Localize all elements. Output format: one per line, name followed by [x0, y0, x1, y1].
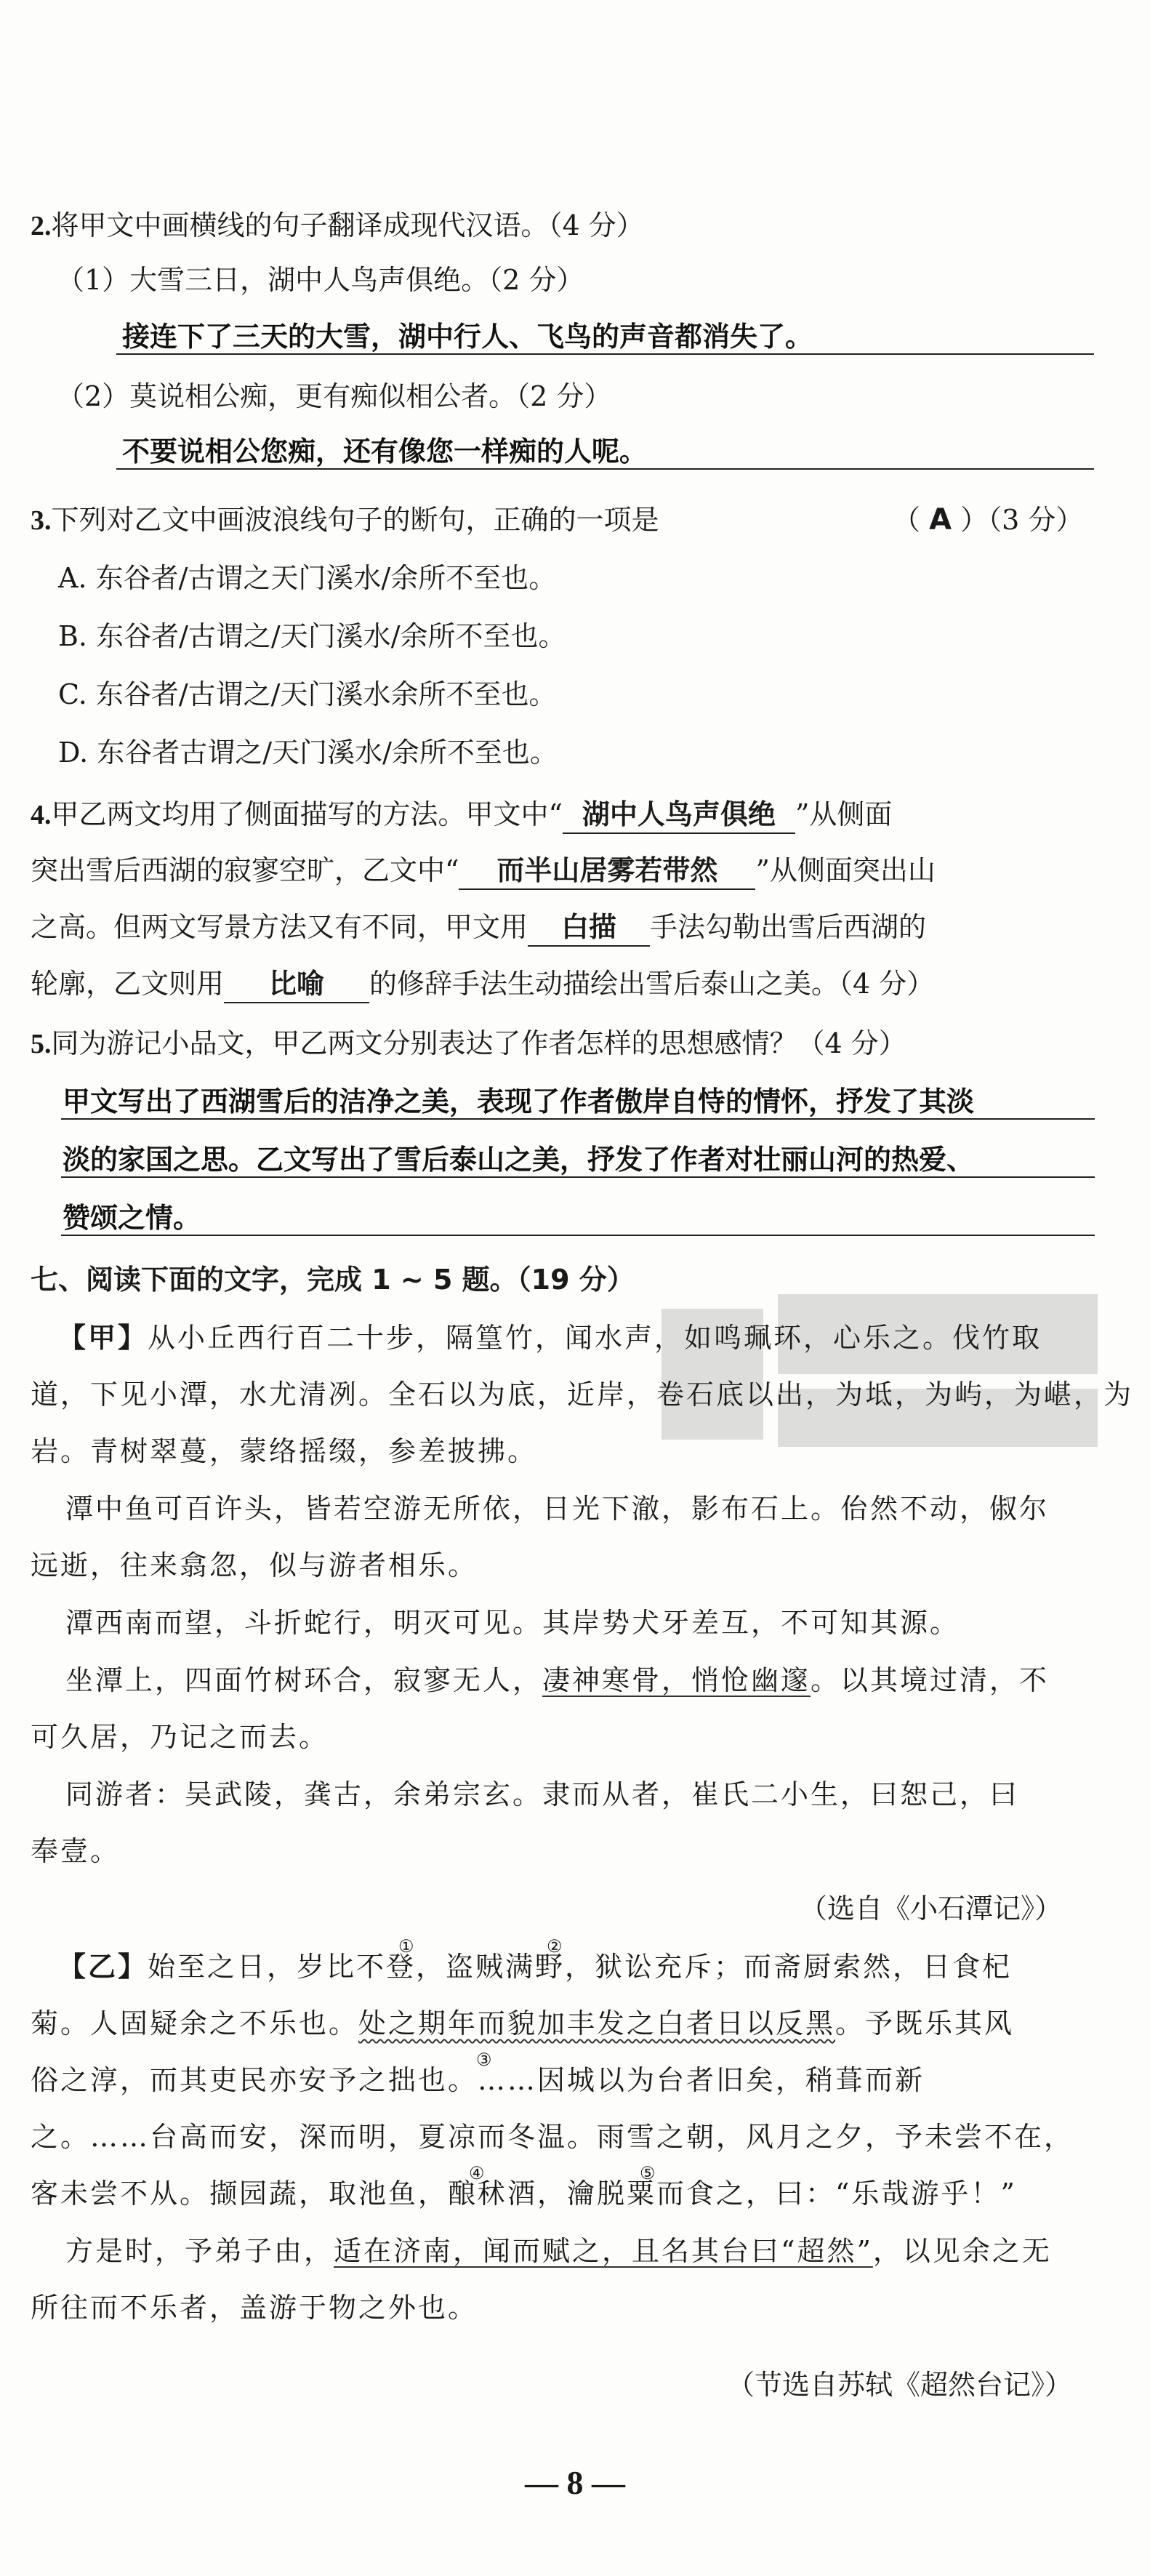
q4-text: 轮廓，乙文则用 — [31, 968, 225, 1000]
footnote-mark: ① — [398, 1936, 414, 1957]
footnote-mark: ② — [547, 1936, 563, 1957]
jia-line: 可久居，乃记之而去。 — [31, 1721, 329, 1753]
q2-sub1-prompt: （1）大雪三日，湖中人鸟声俱绝。（2 分） — [57, 264, 584, 296]
jia-line: 远逝，往来翕忽，似与游者相乐。 — [31, 1549, 478, 1581]
q4-line1 — [31, 796, 892, 834]
jia-line — [58, 1320, 1042, 1356]
page-number: — 8 — — [525, 2464, 625, 2501]
watermark-logo-icon — [654, 1280, 1105, 1469]
q2-sub1-answer: 接连下了三天的大雪，湖中行人、飞鸟的声音都消失了。 — [122, 321, 813, 353]
yi-line — [31, 2005, 1014, 2042]
q3-answer-bracket: （ A ）（3 分） — [893, 503, 1084, 537]
yi-label: 【乙】 — [58, 1951, 148, 1983]
q2-prompt-text: 将甲文中画横线的句子翻译成现代汉语。（4 分） — [51, 209, 644, 241]
q5-answer-line: 赞颂之情。 — [63, 1202, 201, 1234]
q5-answer-line: 甲文写出了西湖雪后的洁净之美，表现了作者傲岸自恃的情怀，抒发了其淡 — [63, 1086, 975, 1118]
q3-option-c: C. 东谷者/古谓之/天门溪水余所不至也。 — [58, 678, 557, 710]
q3-option-d: D. 东谷者古谓之/天门溪水/余所不至也。 — [58, 737, 558, 769]
jia-source: （选自《小石潭记》） — [800, 1893, 1063, 1925]
q5-prompt-text: 同为游记小品文，甲乙两文分别表达了作者怎样的思想感情？（4 分） — [51, 1027, 906, 1059]
q3-option-b: B. 东谷者/古谓之/天门溪水/余所不至也。 — [58, 620, 566, 652]
jia-underlined-sentence: 凄神寒骨，悄怆幽邃 — [542, 1664, 811, 1696]
q5-prompt — [31, 1025, 906, 1062]
jia-line: 奉壹。 — [31, 1835, 121, 1867]
q5-answer-line: 淡的家国之思。乙文写出了雪后泰山之美，抒发了作者对壮丽山河的热爱、 — [63, 1144, 975, 1176]
yi-underlined-sentence: 适在济南，闻而赋之，且名其台曰“超然” — [334, 2235, 873, 2267]
yi-text: 方是时，予弟子由， — [65, 2235, 334, 2267]
jia-line: 同游者：吴武陵，龚古，余弟宗玄。隶而从者，崔氏二小生，曰恕己，曰 — [65, 1778, 1020, 1810]
q3-number: 3. — [31, 505, 52, 536]
q4-text: 甲乙两文均用了侧面描写的方法。甲文中“ — [51, 798, 563, 830]
footnote-mark: ⑤ — [640, 2163, 656, 2183]
q4-line2 — [31, 852, 936, 890]
jia-text: 。以其境过清，不 — [811, 1664, 1050, 1696]
q5-number: 5. — [31, 1029, 52, 1059]
jia-line: 岩。青树翠蔓，蒙络摇缀，参差披拂。 — [31, 1435, 538, 1467]
jia-text: 从小丘西行百二十步，隔篁竹，闻水声，如鸣珮环，心乐之。伐竹取 — [148, 1322, 1042, 1354]
q4-text: 之高。但两文写景方法又有不同，甲文用 — [31, 911, 528, 943]
yi-source: （节选自苏轼《超然台记》） — [727, 2369, 1073, 2401]
yi-line — [65, 2233, 1052, 2269]
q4-blank-3: 白描 — [528, 909, 650, 947]
jia-line — [65, 1662, 1049, 1698]
yi-wavy-sentence: 处之期年而貌加丰发之白者日以反黑 — [358, 2007, 836, 2039]
jia-line: 道，下见小潭，水尤清冽。全石以为底，近岸，卷石底以出，为坻，为屿，为嵁，为 — [31, 1379, 1134, 1411]
yi-text: ，以见余之无 — [872, 2235, 1052, 2267]
q2-prompt — [31, 207, 644, 244]
yi-line: 之。……台高而安，深而明，夏凉而冬温。雨雪之朝，风月之夕，予未尝不在， — [31, 2121, 1074, 2153]
jia-line: 潭中鱼可百许头，皆若空游无所依，日光下澈，影布石上。佁然不动，俶尔 — [65, 1493, 1050, 1525]
q4-text: 的修辞手法生动描绘出雪后泰山之美。（4 分） — [369, 968, 935, 1000]
footnote-mark: ③ — [476, 2050, 492, 2070]
q4-line4 — [31, 966, 934, 1003]
yi-text: 菊。人固疑余之不乐也。 — [31, 2007, 359, 2039]
yi-line: 客未尝不从。撷园蔬，取池鱼，酿秫酒，瀹脱粟而食之，曰：“乐哉游乎！” — [31, 2178, 1017, 2210]
yi-line: 所往而不乐者，盖游于物之外也。 — [31, 2292, 478, 2324]
jia-label: 【甲】 — [58, 1322, 148, 1354]
jia-line: 潭西南而望，斗折蛇行，明灭可见。其岸势犬牙差互，不可知其源。 — [65, 1607, 960, 1639]
q3-answer: A — [929, 503, 952, 537]
q3-points: （3 分） — [988, 504, 1084, 536]
section-7-heading: 七、阅读下面的文字，完成 1 ~ 5 题。（19 分） — [31, 1264, 635, 1296]
q4-text: ”从侧面突出山 — [755, 854, 936, 886]
q3-prompt-text: 下列对乙文中画波浪线句子的断句，正确的一项是 — [51, 504, 659, 536]
q4-line3 — [31, 909, 926, 947]
answer-line — [116, 353, 1094, 355]
q4-number: 4. — [31, 800, 52, 830]
jia-text: 坐潭上，四面竹树环合，寂寥无人， — [65, 1664, 543, 1696]
q4-blank-1: 湖中人鸟声俱绝 — [563, 796, 795, 834]
answer-line — [61, 1118, 1095, 1120]
q2-sub2-prompt: （2）莫说相公痴，更有痴似相公者。（2 分） — [57, 380, 612, 412]
yi-line: 俗之淳，而其吏民亦安予之拙也。……因城以为台者旧矣，稍葺而新 — [31, 2064, 925, 2096]
q2-number: 2. — [31, 211, 52, 241]
q2-sub2-answer: 不要说相公您痴，还有像您一样痴的人呢。 — [122, 436, 648, 468]
yi-text: 始至之日，岁比不登，盗贼满野，狱讼充斥；而斋厨索然，日食杞 — [148, 1951, 1013, 1983]
q4-blank-2: 而半山居雾若带然 — [459, 852, 755, 890]
answer-line — [61, 1235, 1095, 1236]
footnote-mark: ④ — [469, 2163, 485, 2183]
yi-line — [58, 1949, 1012, 1985]
q3-option-a: A. 东谷者/古谓之天门溪水/余所不至也。 — [58, 562, 557, 594]
q4-text: 突出雪后西湖的寂寥空旷，乙文中“ — [31, 854, 459, 886]
answer-line — [61, 1176, 1095, 1178]
answer-line — [116, 468, 1094, 470]
q4-blank-4: 比喻 — [224, 966, 369, 1003]
q4-text: ”从侧面 — [795, 798, 893, 830]
yi-text: 。予既乐其风 — [835, 2007, 1015, 2039]
q4-text: 手法勾勒出雪后西湖的 — [650, 911, 927, 943]
q3-prompt — [31, 502, 659, 539]
